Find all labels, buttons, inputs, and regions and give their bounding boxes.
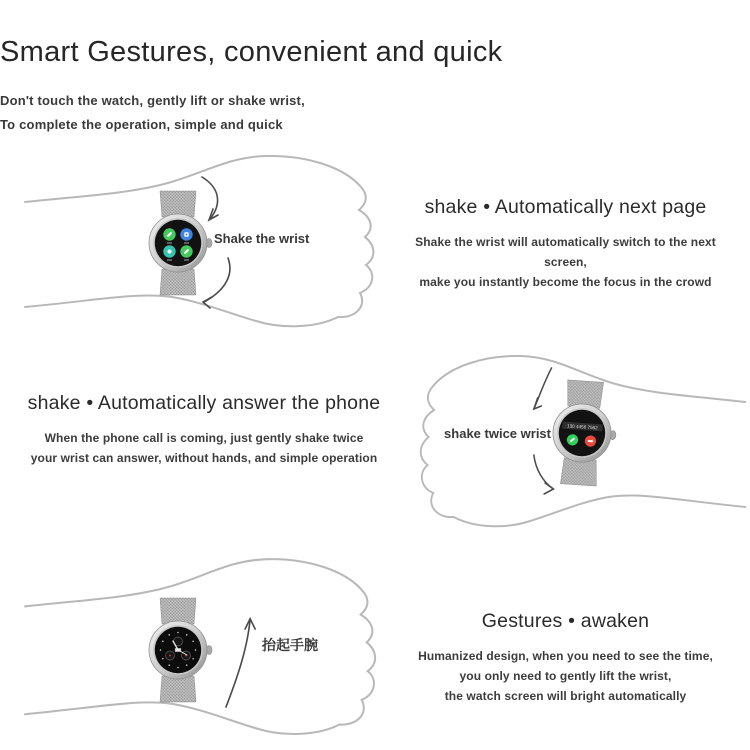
page-title: Smart Gestures, convenient and quick bbox=[0, 36, 503, 68]
section-heading: shake • Automatically answer the phone bbox=[27, 392, 381, 414]
section-text-shake-answer-phone bbox=[15, 392, 393, 468]
hand-sketch-gestures-awaken bbox=[20, 553, 432, 743]
lift-arrow-up-icon bbox=[226, 619, 255, 707]
hand-outline-drawing bbox=[20, 553, 432, 743]
watch-case bbox=[551, 402, 613, 464]
gesture-label-shake-the-wrist: Shake the wrist bbox=[214, 231, 310, 246]
smartwatch-incoming-call bbox=[543, 371, 621, 496]
page-subtitle-line2: To complete the operation, simple and quick bbox=[0, 117, 283, 132]
section-body-line: Humanized design, when you need to see the time, bbox=[418, 649, 713, 663]
section-text-gestures-awaken bbox=[403, 610, 728, 706]
smartwatch-illustration bbox=[143, 183, 213, 303]
incoming-call-number: 130 4456 7562 bbox=[566, 423, 598, 431]
section-body-line: the watch screen will bright automatically bbox=[444, 689, 687, 703]
section-body-line: make you instantly become the focus in the crowd bbox=[419, 275, 712, 289]
section-body-line: you only need to gently lift the wrist, bbox=[459, 669, 672, 683]
smartwatch-analog-clock bbox=[143, 590, 213, 710]
gesture-label-lift-wrist: 抬起手腕 bbox=[262, 637, 318, 653]
section-heading: shake • Automatically next page bbox=[424, 196, 707, 218]
section-body-line: Shake the wrist will automatically switch to the next screen, bbox=[415, 235, 716, 269]
page-subtitle-line1: Don't touch the watch, gently lift or shake wrist, bbox=[0, 93, 305, 108]
smartwatch-illustration bbox=[143, 590, 213, 710]
gesture-label-shake-twice-wrist: shake twice wrist bbox=[444, 426, 551, 441]
smartwatch-illustration bbox=[543, 371, 621, 496]
section-body-line: your wrist can answer, without hands, and simple operation bbox=[30, 451, 378, 465]
section-heading: Gestures • awaken bbox=[481, 610, 650, 632]
section-body-line: When the phone call is coming, just gently shake twice bbox=[44, 431, 364, 445]
section-text-shake-next-page bbox=[403, 196, 728, 292]
watch-case bbox=[149, 214, 207, 272]
smartwatch-app-grid bbox=[143, 183, 213, 303]
